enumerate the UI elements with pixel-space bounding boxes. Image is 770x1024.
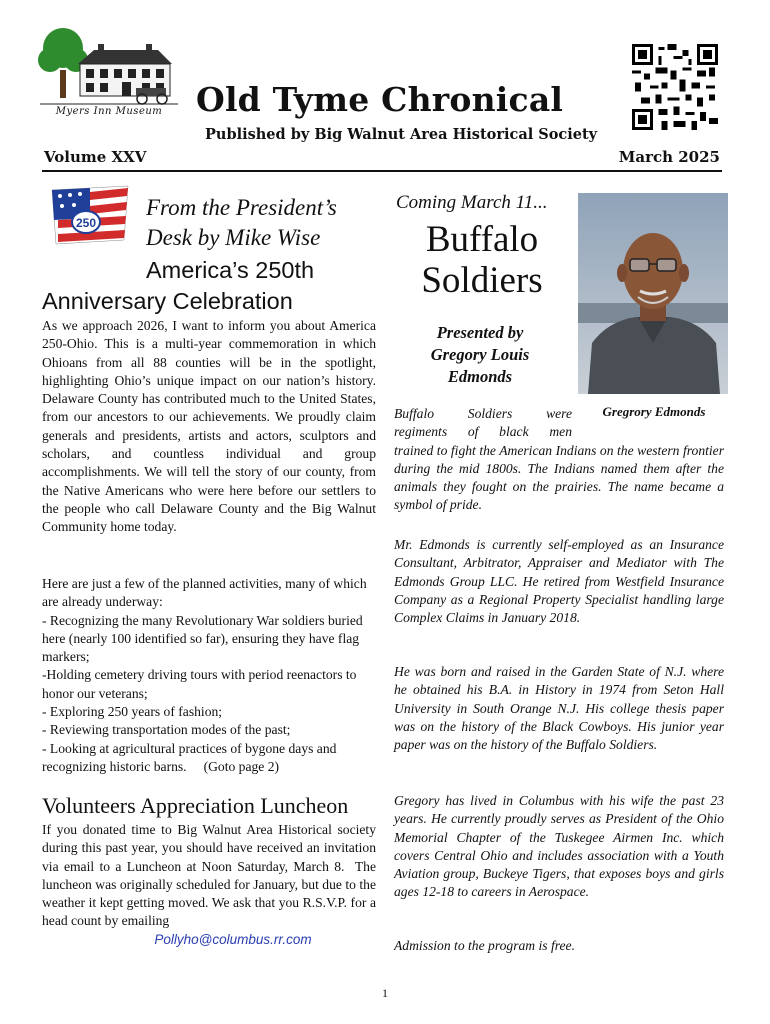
celebration-heading — [42, 255, 382, 317]
celebration-heading-line2: Anniversary Celebration — [42, 288, 293, 314]
speaker-photo — [578, 193, 728, 394]
masthead-divider — [42, 170, 722, 172]
intro-line2: regiments of black men — [394, 424, 572, 440]
qr-code[interactable] — [632, 42, 718, 132]
issue-date: March 2025 — [618, 148, 720, 166]
activity-item: - Exploring 250 years of fashion; — [42, 704, 223, 720]
admission-note: Admission to the program is free. — [394, 938, 575, 953]
event-title — [392, 219, 572, 301]
volunteers-heading: Volunteers Appreciation Luncheon — [42, 793, 349, 818]
presented-by-label: Presented by — [436, 323, 524, 342]
edmonds-education-paragraph: He was born and raised in the Garden State of N.J. where he obtained his B.A. in History in 1974 from Seton Hall University in South Orange N.J. His college thesis paper was on the history of the Black Cowboys. His junior year paper was on the history of the Buffalo Soldiers. — [394, 664, 724, 753]
volunteers-text: If you donated time to Big Walnut Area Historical society during this past year, you should have received an invitation via email to a Luncheon at Noon Saturday, March 8. The luncheon was originally scheduled for January, but due to the weather it kept getting moved. We ask that you R.S.V.P. for a head count by emailing — [42, 822, 380, 929]
intro-line1: Buffalo Soldiers were — [394, 406, 572, 421]
publisher-line: Published by Big Walnut Area Historical Society — [205, 126, 598, 143]
president-paragraph: As we approach 2026, I want to inform you about America 250-Ohio. This is a multi-year commemoration in which Ohioans from all 88 counties will be in the spotlight, highlighting Ohio’s unique impact on our nation’s history. Delaware County has contributed much to the United States, from our ancestors to our achievements. We proudly claim generals and presidents, artists and actors, sculptors and scholars, and countless individual and group accomplishments. We will tell the story of our county, from the Native Americans who were here before our settlers to the people who call Delaware County and the Big Walnut Community home today. — [42, 318, 376, 535]
coming-date: Coming March 11... — [396, 192, 548, 213]
activities-list — [42, 575, 376, 776]
badge-text: 250 — [75, 216, 97, 230]
photo-caption: Gregrory Edmonds — [602, 404, 706, 419]
presenter-name-line1: Gregory Louis — [430, 345, 530, 364]
activity-item: - Reviewing transportation modes of the past; — [42, 722, 291, 738]
activity-item: -Holding cemetery driving tours with period reenactors to honor our veterans; — [42, 667, 357, 701]
rsvp-email-link[interactable]: Pollyho@columbus.rr.com — [154, 931, 312, 947]
activities-intro: Here are just a few of the planned activities, many of which are already underway: — [42, 576, 367, 610]
edmonds-career-paragraph: Mr. Edmonds is currently self-employed as an Insurance Consultant, Arbitrator, Appraiser and Mediator with The Edmonds Group LLC. He retired from Westfield Insurance Company as a Regional Property Specialist handling large Complex Claims in January 2018. — [394, 537, 724, 626]
activity-item: - Recognizing the many Revolutionary War soldiers buried here (nearly 100 identified so far), ensuring they have flag markers; — [42, 612, 363, 665]
america-250-badge — [50, 184, 130, 246]
volume-label: Volume XXV — [44, 148, 147, 166]
edmonds-community-paragraph: Gregory has lived in Columbus with his wife the past 23 years. He currently proudly serves as President of the Ohio Memorial Chapter of the Tuskegee Airmen Inc. which covers Central Ohio and includes association with a Youth Aviation group, Buckeye Tigers, that exposes boys and girls ages 12-18 to careers in Aerospace. — [394, 793, 724, 900]
activity-item: - Looking at agricultural practices of bygone days and recognizing historic barns. (Goto page 2) — [42, 740, 340, 774]
intro-rest: trained to fight the American Indians on the western frontier during the mid 1800s. The Indians named them after the animals they fought on the prairies. The name became a symbol of pride. — [394, 442, 724, 513]
president-heading-line1: From the President’s — [146, 195, 337, 220]
myers-inn-museum-logo — [38, 26, 180, 128]
event-title-line2: Soldiers — [421, 260, 543, 301]
presenter-block — [400, 322, 560, 388]
volunteers-paragraph — [42, 821, 380, 949]
presenter-name-line2: Edmonds — [447, 367, 513, 386]
logo-caption: Myers Inn Museum — [55, 106, 163, 117]
president-heading — [146, 193, 386, 253]
page-number: 1 — [382, 986, 388, 1000]
buffalo-soldiers-intro — [394, 405, 724, 515]
inn-illustration — [38, 26, 180, 106]
celebration-heading-line1: America’s 250th — [146, 257, 315, 283]
event-title-line1: Buffalo — [425, 219, 539, 260]
president-heading-line2: Desk by Mike Wise — [146, 225, 321, 250]
newsletter-title: Old Tyme Chronical — [196, 80, 564, 119]
